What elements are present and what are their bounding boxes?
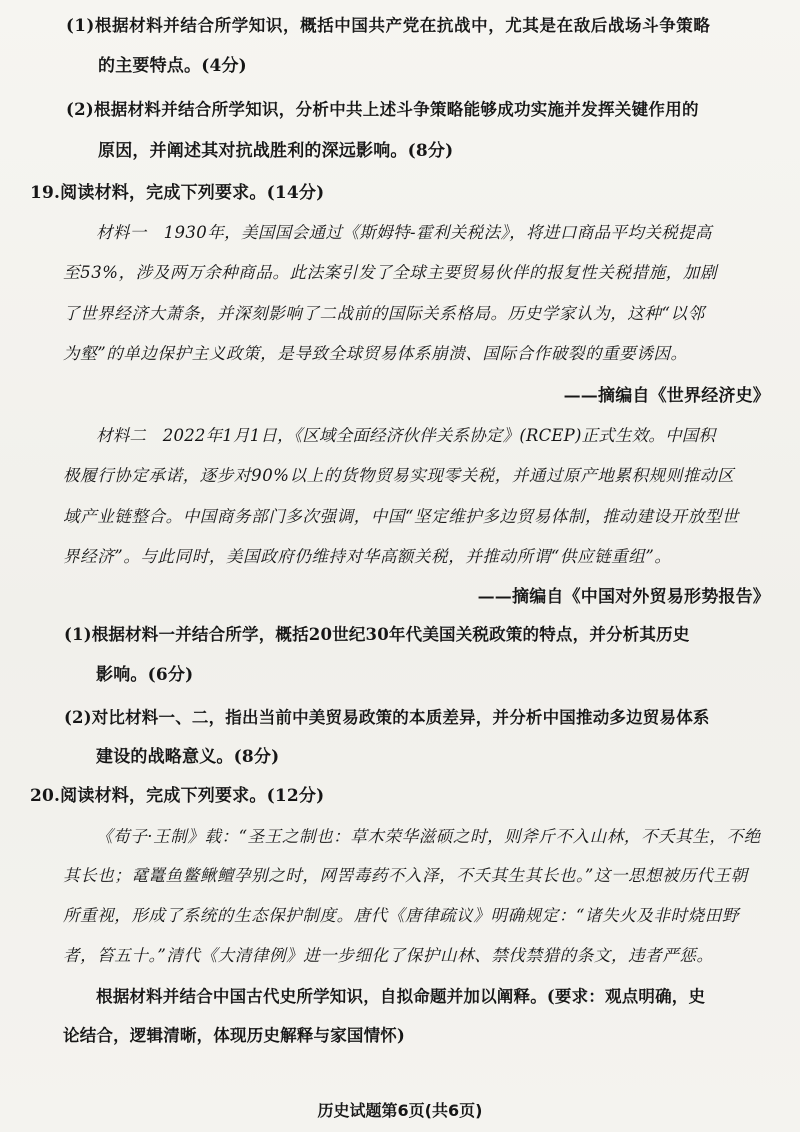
q20-requirement-line2: 论结合，逻辑清晰，体现历史解释与家国情怀)	[63, 1026, 406, 1045]
q19-material2-line3: 域产业链整合。中国商务部门多次强调，中国“坚定维护多边贸易体制，推动建设开放型世	[63, 507, 739, 526]
page-footer: 历史试题第6页(共6页)	[317, 1101, 483, 1120]
q19-material2-line4: 界经济”。与此同时，美国政府仍维持对华高额关税，并推动所谓“供应链重组”。	[63, 547, 672, 566]
q19-sub1-line1: (1)根据材料一并结合所学，概括20世纪30年代美国关税政策的特点，并分析其历史	[64, 625, 690, 644]
q19-sub1-line2: 影响。(6分)	[96, 665, 194, 685]
q19-material1-source: ——摘编自《世界经济史》	[563, 386, 770, 406]
q20-requirement-line1: 根据材料并结合中国古代史所学知识，自拟命题并加以阐释。(要求：观点明确，史	[96, 987, 706, 1006]
q19-heading: 19.阅读材料，完成下列要求。(14分)	[30, 183, 325, 203]
q19-material1-line4: 为壑”的单边保护主义政策，是导致全球贸易体系崩溃、国际合作破裂的重要诱因。	[63, 344, 688, 363]
q20-material-line4: 者，笞五十。”清代《大清律例》进一步细化了保护山林、禁伐禁猎的条文，违者严惩。	[63, 946, 714, 965]
q19-material2-line2: 极履行协定承诺，逐步对90%以上的货物贸易实现零关税，并通过原产地累积规则推动区	[63, 466, 735, 485]
q19-material2-line1: 材料二 2022年1月1日，《区域全面经济伙伴关系协定》(RCEP)正式生效。中国积	[96, 426, 716, 445]
q18-sub1-line2: 的主要特点。(4分)	[98, 56, 247, 76]
q18-sub2-line2: 原因，并阐述其对抗战胜利的深远影响。(8分)	[98, 141, 454, 161]
q20-material-line3: 所重视，形成了系统的生态保护制度。唐代《唐律疏议》明确规定：“诸失火及非时烧田野	[63, 906, 739, 925]
q19-sub2-line2: 建设的战略意义。(8分)	[96, 747, 280, 767]
q19-material2-source: ——摘编自《中国对外贸易形势报告》	[477, 587, 770, 607]
q19-sub2-line1: (2)对比材料一、二，指出当前中美贸易政策的本质差异，并分析中国推动多边贸易体系	[64, 708, 710, 727]
q19-material1-line2: 至53%，涉及两万余种商品。此法案引发了全球主要贸易伙伴的报复性关税措施，加剧	[63, 263, 718, 282]
q20-material-line1: 《荀子·王制》载：“圣王之制也：草木荣华滋硕之时，则斧斤不入山林，不夭其生，不绝	[96, 827, 761, 846]
q19-material1-line3: 了世界经济大萧条，并深刻影响了二战前的国际关系格局。历史学家认为，这种“以邻	[63, 304, 705, 323]
q19-material1-line1: 材料一 1930年，美国国会通过《斯姆特-霍利关税法》，将进口商品平均关税提高	[96, 223, 712, 242]
q18-sub2-line1: (2)根据材料并结合所学知识，分析中共上述斗争策略能够成功实施并发挥关键作用的	[66, 100, 699, 119]
q20-material-line2: 其长也；鼋鼍鱼鳖鳅鳣孕别之时，网罟毒药不入泽，不夭其生其长也。”这一思想被历代王朝	[63, 866, 748, 885]
q20-heading: 20.阅读材料，完成下列要求。(12分)	[30, 786, 325, 806]
q18-sub1-line1: (1)根据材料并结合所学知识，概括中国共产党在抗战中，尤其是在敌后战场斗争策略	[66, 16, 711, 35]
